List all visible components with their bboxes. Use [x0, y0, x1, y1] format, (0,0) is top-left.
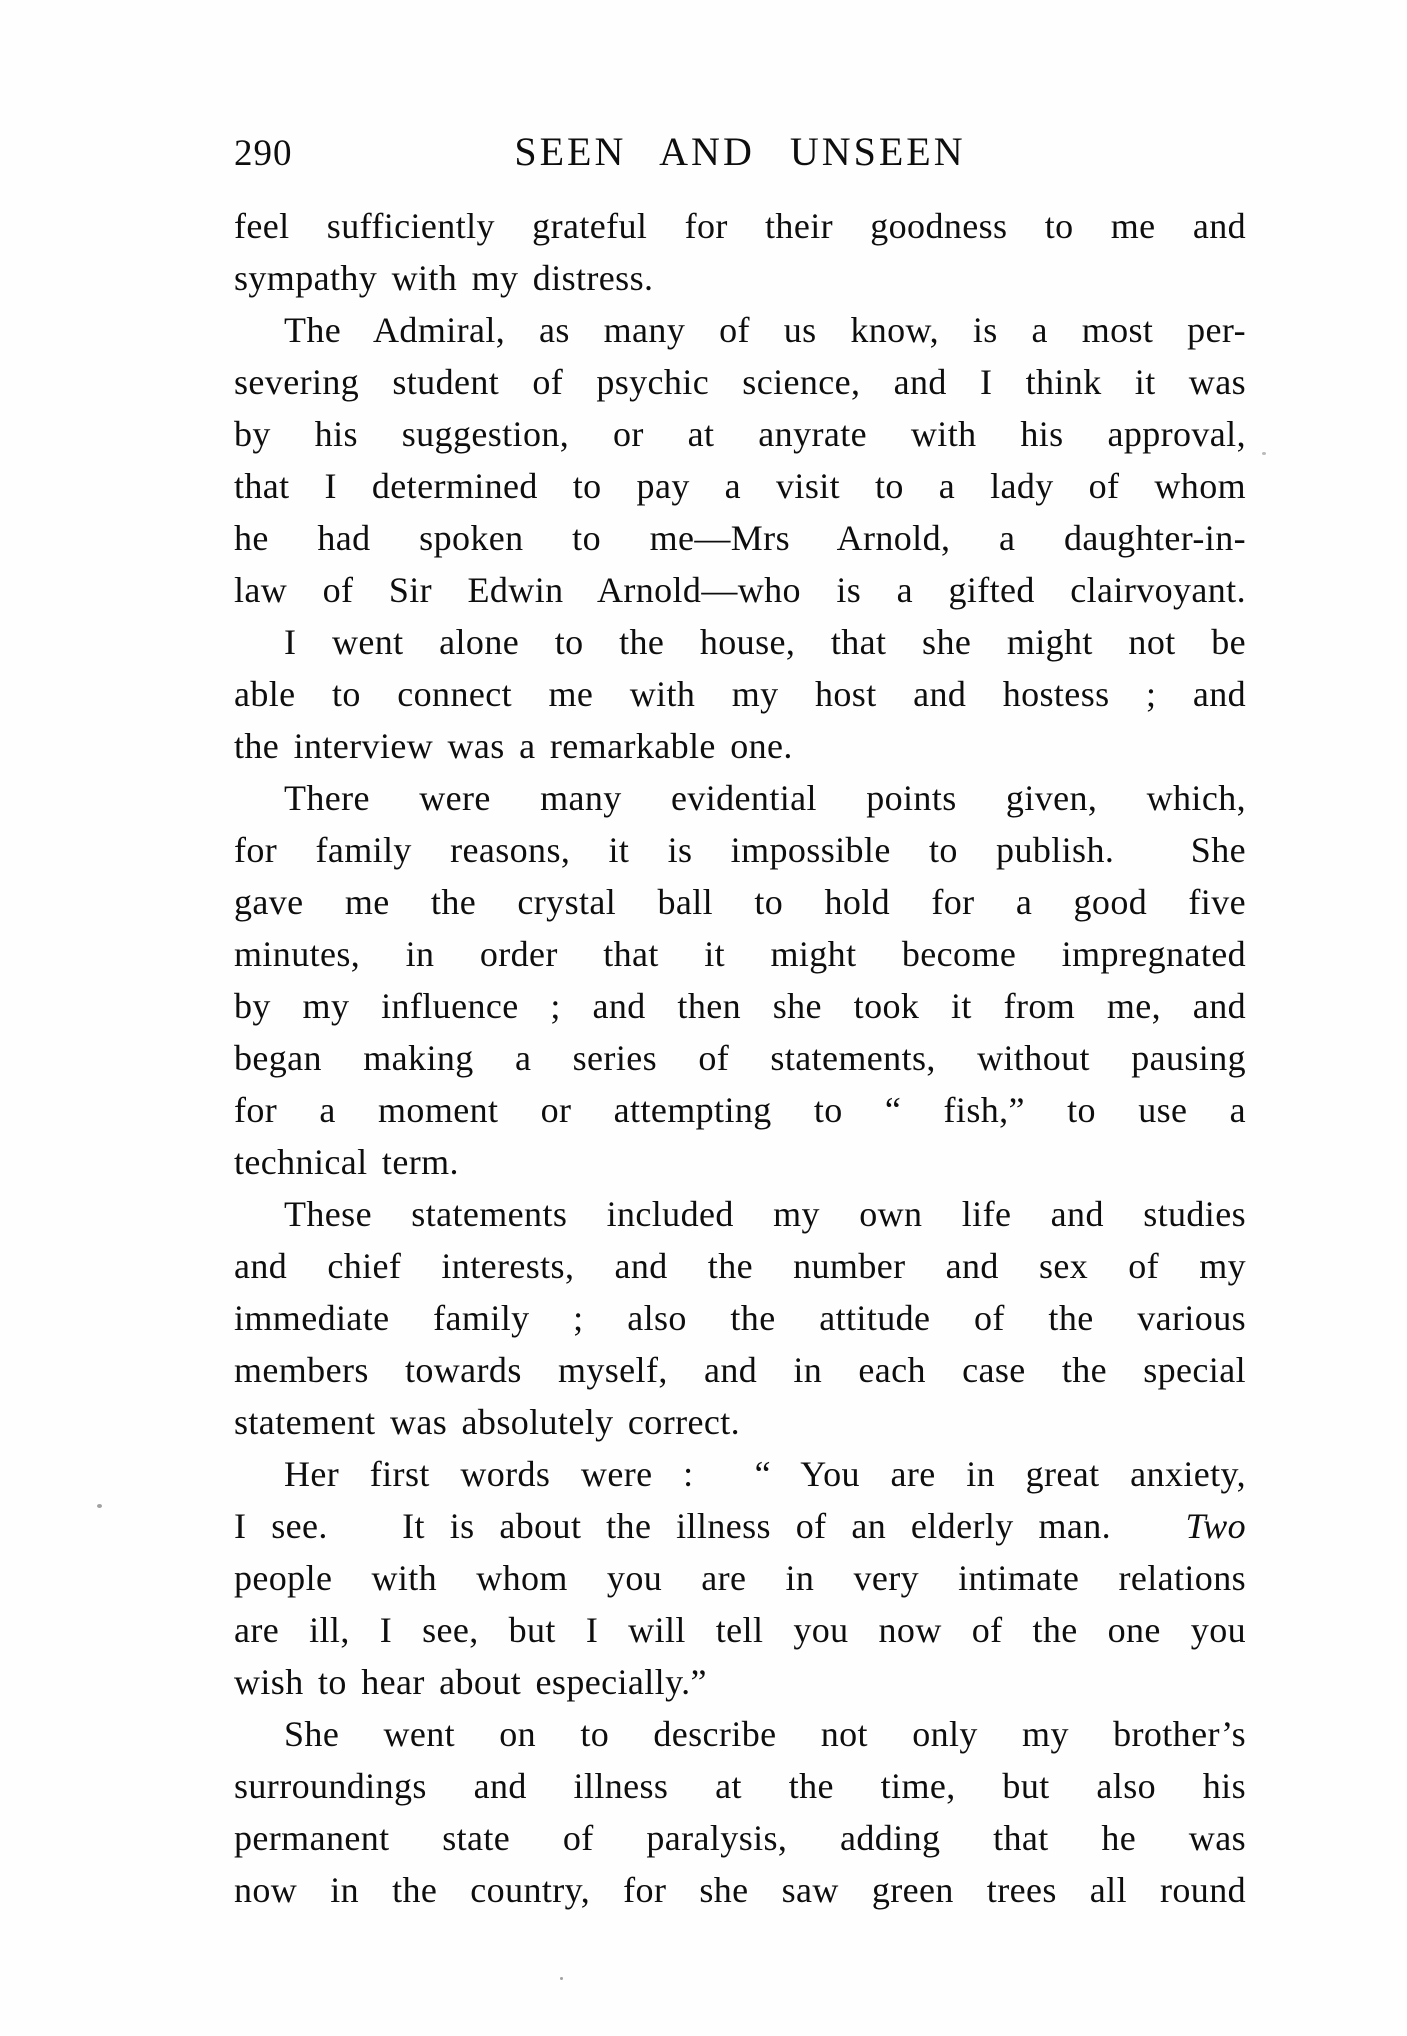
text-segment: wish to hear about especially.”: [234, 1662, 707, 1702]
text-line: [234, 1656, 1246, 1708]
text-line: [234, 1760, 1246, 1812]
text-line: [234, 460, 1246, 512]
text-segment: the interview was a remarkable one.: [234, 726, 793, 766]
text-line: [234, 1812, 1246, 1864]
text-segment: permanent state of paralysis, adding that he was: [234, 1818, 1246, 1858]
italic-text-segment: Two: [1185, 1506, 1246, 1546]
text-line: [234, 1032, 1246, 1084]
text-line: [234, 616, 1246, 668]
text-segment: immediate family ; also the attitude of the various: [234, 1298, 1246, 1338]
text-line: [234, 1708, 1246, 1760]
text-line: [234, 980, 1246, 1032]
page-number: 290: [234, 133, 293, 174]
text-line: [234, 928, 1246, 980]
scan-speck: [560, 1977, 563, 1980]
text-segment: members towards myself, and in each case the special: [234, 1350, 1246, 1390]
text-line: [234, 1292, 1246, 1344]
text-segment: law of Sir Edwin Arnold—who is a gifted clairvoyant.: [234, 570, 1246, 610]
text-segment: for a moment or attempting to “ fish,” to use a: [234, 1090, 1246, 1130]
text-segment: by his suggestion, or at anyrate with his approval,: [234, 414, 1246, 454]
text-segment: There were many evidential points given, which,: [284, 778, 1246, 818]
text-segment: that I determined to pay a visit to a lady of whom: [234, 466, 1246, 506]
text-line: [234, 720, 1246, 772]
text-line: [234, 824, 1246, 876]
text-segment: by my influence ; and then she took it from me, and: [234, 986, 1246, 1026]
text-segment: feel sufficiently grateful for their goodness to me and: [234, 206, 1246, 246]
text-segment: are ill, I see, but I will tell you now of the one you: [234, 1610, 1246, 1650]
text-segment: people with whom you are in very intimate relations: [234, 1558, 1246, 1598]
text-segment: I went alone to the house, that she might not be: [284, 622, 1246, 662]
text-line: [234, 1448, 1246, 1500]
text-line: [234, 1552, 1246, 1604]
text-line: [234, 1604, 1246, 1656]
text-segment: surroundings and illness at the time, but also his: [234, 1766, 1246, 1806]
text-line: [234, 408, 1246, 460]
text-segment: and chief interests, and the number and sex of my: [234, 1246, 1246, 1286]
page-body: [234, 200, 1246, 1916]
text-line: [234, 1240, 1246, 1292]
text-segment: able to connect me with my host and hostess ; and: [234, 674, 1246, 714]
text-segment: These statements included my own life and studies: [284, 1194, 1246, 1234]
text-segment: She went on to describe not only my brother’s: [284, 1714, 1246, 1754]
text-line: [234, 200, 1246, 252]
scan-speck: [1262, 452, 1266, 455]
text-line: [234, 512, 1246, 564]
text-line: [234, 876, 1246, 928]
text-segment: I see. It is about the illness of an elderly man.: [234, 1506, 1186, 1546]
text-segment: statement was absolutely correct.: [234, 1402, 741, 1442]
text-line: [234, 1396, 1246, 1448]
text-line: [234, 252, 1246, 304]
text-line: [234, 1084, 1246, 1136]
text-segment: for family reasons, it is impossible to publish. She: [234, 830, 1246, 870]
text-line: [234, 668, 1246, 720]
text-line: [234, 1136, 1246, 1188]
text-segment: sympathy with my distress.: [234, 258, 654, 298]
page-header: [234, 128, 1246, 175]
text-line: [234, 1864, 1246, 1916]
text-line: [234, 304, 1246, 356]
text-line: [234, 1344, 1246, 1396]
text-segment: minutes, in order that it might become impregnated: [234, 934, 1246, 974]
text-line: [234, 564, 1246, 616]
text-line: [234, 1500, 1246, 1552]
scan-speck: [97, 1504, 102, 1508]
text-line: [234, 356, 1246, 408]
text-segment: he had spoken to me—Mrs Arnold, a daughter-in-: [234, 518, 1246, 558]
text-segment: severing student of psychic science, and I think it was: [234, 362, 1246, 402]
text-line: [234, 772, 1246, 824]
text-segment: gave me the crystal ball to hold for a good five: [234, 882, 1246, 922]
text-segment: The Admiral, as many of us know, is a most per-: [284, 310, 1246, 350]
text-segment: technical term.: [234, 1142, 459, 1182]
text-segment: began making a series of statements, without pausing: [234, 1038, 1246, 1078]
text-line: [234, 1188, 1246, 1240]
text-segment: now in the country, for she saw green trees all round: [234, 1870, 1246, 1910]
running-header-title: SEEN AND UNSEEN: [514, 129, 966, 174]
text-segment: Her first words were : “ You are in great anxiety,: [284, 1454, 1246, 1494]
